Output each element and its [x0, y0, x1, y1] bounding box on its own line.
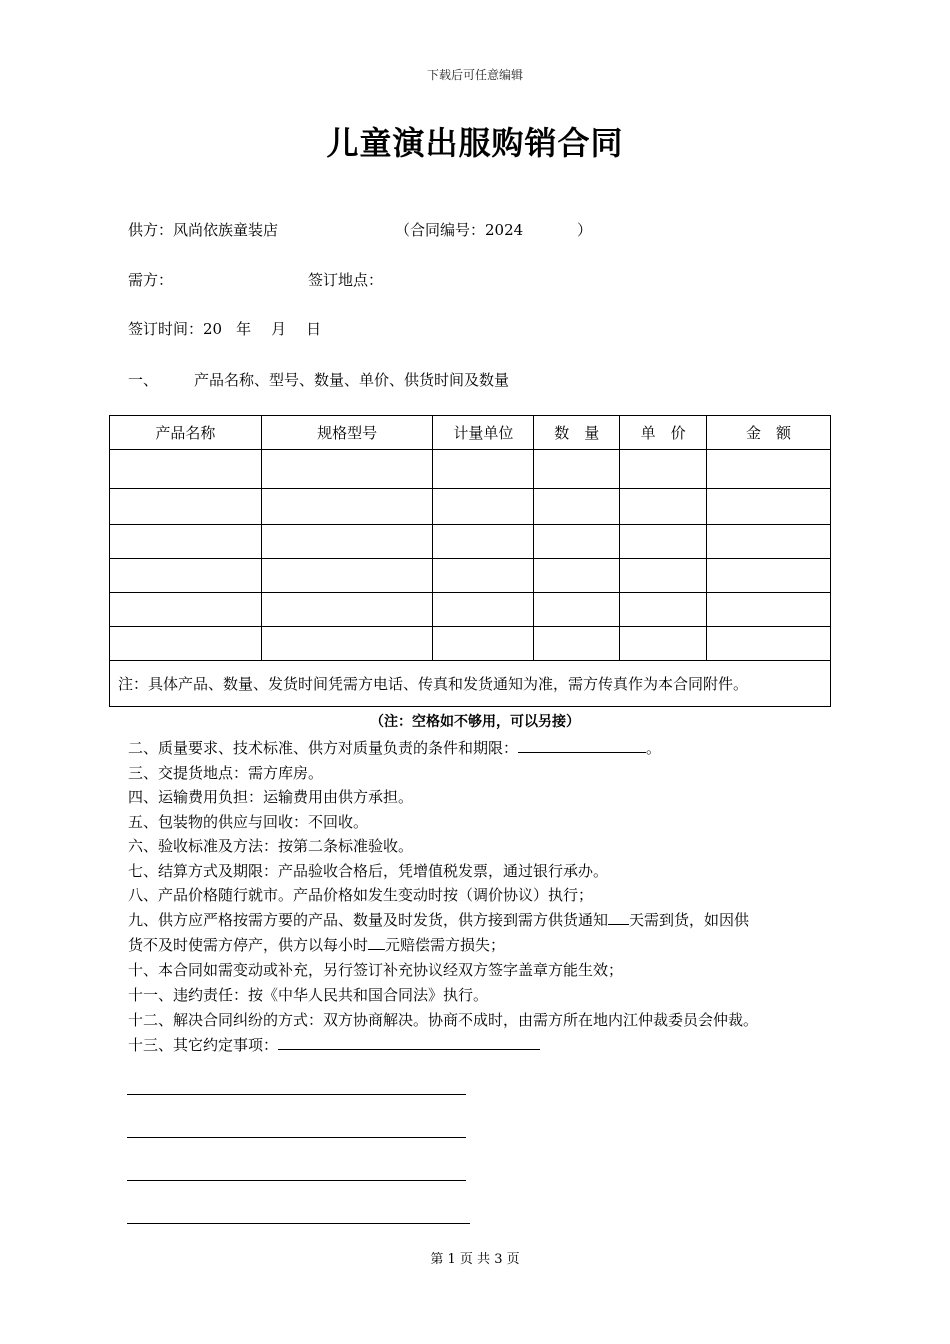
supplier-value: 风尚依族童装店 [173, 221, 279, 239]
clause-8: 八、产品价格随行就市。产品价格如发生变动时按（调价协议）执行； [128, 886, 594, 904]
clause-9-line2 [128, 934, 505, 955]
clause-9-text-b: 天需到货，如因供 [629, 911, 750, 929]
table-cell[interactable] [707, 489, 831, 525]
table-row [110, 627, 831, 661]
contract-number-close: ） [577, 221, 593, 239]
table-cell[interactable] [433, 489, 534, 525]
table-row [110, 525, 831, 559]
table-note: 注：具体产品、数量、发货时间凭需方电话、传真和发货通知为准，需方传真作为本合同附件。 [110, 661, 831, 707]
table-cell[interactable] [534, 450, 620, 489]
supplier-line [128, 219, 278, 240]
table-cell[interactable] [110, 559, 262, 593]
table-cell[interactable] [707, 593, 831, 627]
table-cell[interactable] [433, 450, 534, 489]
signing-day-unit: 日 [306, 320, 322, 338]
clause-9-days-blank[interactable] [608, 910, 629, 925]
contract-number-label: （合同编号： [395, 221, 486, 239]
col-header-unit-price: 单 价 [620, 416, 707, 450]
table-cell[interactable] [110, 627, 262, 661]
clause-5: 五、包装物的供应与回收：不回收。 [128, 813, 369, 831]
col-header-spec: 规格型号 [261, 416, 433, 450]
table-cell[interactable] [534, 593, 620, 627]
table-cell[interactable] [110, 489, 262, 525]
table-cell[interactable] [620, 627, 707, 661]
table-cell[interactable] [261, 593, 433, 627]
table-row [110, 489, 831, 525]
table-cell[interactable] [534, 627, 620, 661]
signing-time-label: 签订时间： [128, 320, 204, 338]
signing-year-unit: 年 [236, 320, 252, 338]
clause-9-amount-blank[interactable] [368, 935, 385, 950]
blank-line-3[interactable] [127, 1180, 466, 1181]
buyer-label: 需方： [128, 271, 174, 289]
col-header-product-name: 产品名称 [110, 416, 262, 450]
table-row [110, 559, 831, 593]
clause-9-text-a: 九、供方应严格按需方要的产品、数量及时发货，供方接到需方供货通知 [128, 911, 609, 929]
table-cell[interactable] [261, 559, 433, 593]
table-cell[interactable] [620, 593, 707, 627]
table-cell[interactable] [707, 627, 831, 661]
table-cell[interactable] [261, 489, 433, 525]
clause-13 [128, 1034, 540, 1055]
clause-7: 七、结算方式及期限：产品验收合格后，凭增值税发票，通过银行承办。 [128, 862, 609, 880]
table-cell[interactable] [433, 559, 534, 593]
table-remark: （注：空格如不够用，可以另接） [370, 714, 580, 730]
table-cell[interactable] [620, 559, 707, 593]
table-cell[interactable] [707, 525, 831, 559]
clause-3: 三、交提货地点：需方库房。 [128, 764, 324, 782]
signing-time-line [128, 318, 321, 339]
col-header-unit: 计量单位 [433, 416, 534, 450]
supplier-label: 供方： [128, 221, 174, 239]
table-cell[interactable] [261, 525, 433, 559]
col-header-quantity: 数 量 [534, 416, 620, 450]
clause-4: 四、运输费用负担：运输费用由供方承担。 [128, 788, 414, 806]
table-cell[interactable] [261, 627, 433, 661]
contract-number-value: 2024 [485, 221, 524, 239]
document-title: 儿童演出服购销合同 [326, 124, 624, 162]
table-cell[interactable] [110, 593, 262, 627]
clause-10: 十、本合同如需变动或补充，另行签订补充协议经双方签字盖章方能生效； [128, 961, 624, 979]
contract-number [395, 219, 523, 240]
col-header-amount: 金 额 [707, 416, 831, 450]
table-cell[interactable] [534, 525, 620, 559]
page-header: 下载后可任意编辑 [426, 68, 523, 82]
blank-line-1[interactable] [127, 1094, 466, 1095]
section1-title: 产品名称、型号、数量、单价、供货时间及数量 [194, 371, 510, 389]
signing-month-unit: 月 [271, 320, 287, 338]
table-cell[interactable] [620, 489, 707, 525]
table-cell[interactable] [433, 593, 534, 627]
table-cell[interactable] [534, 489, 620, 525]
table-cell[interactable] [261, 450, 433, 489]
clause-12: 十二、解决合同纠纷的方式：双方协商解决。协商不成时，由需方所在地内江仲裁委员会仲裁。 [128, 1011, 759, 1029]
clause-2-text: 二、质量要求、技术标准、供方对质量负责的条件和期限： [128, 739, 519, 757]
section1-number: 一、 [128, 371, 159, 389]
table-row [110, 593, 831, 627]
table-note-row [110, 661, 831, 707]
table-cell[interactable] [433, 525, 534, 559]
table-cell[interactable] [110, 450, 262, 489]
table-header-row [110, 416, 831, 450]
page-footer: 第 1 页 共 3 页 [430, 1252, 520, 1267]
clause-2-blank[interactable] [518, 738, 646, 753]
table-cell[interactable] [620, 525, 707, 559]
clause-2 [128, 737, 661, 758]
clause-13-blank[interactable] [278, 1035, 540, 1050]
products-table [109, 415, 831, 707]
table-cell[interactable] [534, 559, 620, 593]
clause-13-text: 十三、其它约定事项： [128, 1036, 279, 1054]
clause-6: 六、验收标准及方法：按第二条标准验收。 [128, 837, 414, 855]
clause-9-line1 [128, 909, 749, 930]
table-cell[interactable] [707, 450, 831, 489]
table-cell[interactable] [707, 559, 831, 593]
blank-line-4[interactable] [127, 1223, 470, 1224]
table-row [110, 450, 831, 489]
table-cell[interactable] [620, 450, 707, 489]
clause-2-end: 。 [646, 739, 662, 757]
table-cell[interactable] [110, 525, 262, 559]
clause-9-text-d: 元赔偿需方损失； [385, 936, 506, 954]
signing-year-prefix: 20 [203, 320, 223, 338]
table-cell[interactable] [433, 627, 534, 661]
signing-place-label: 签订地点： [308, 271, 384, 289]
clause-9-text-c: 货不及时使需方停产，供方以每小时 [128, 936, 369, 954]
blank-line-2[interactable] [127, 1137, 466, 1138]
clause-11: 十一、违约责任：按《中华人民共和国合同法》执行。 [128, 986, 489, 1004]
